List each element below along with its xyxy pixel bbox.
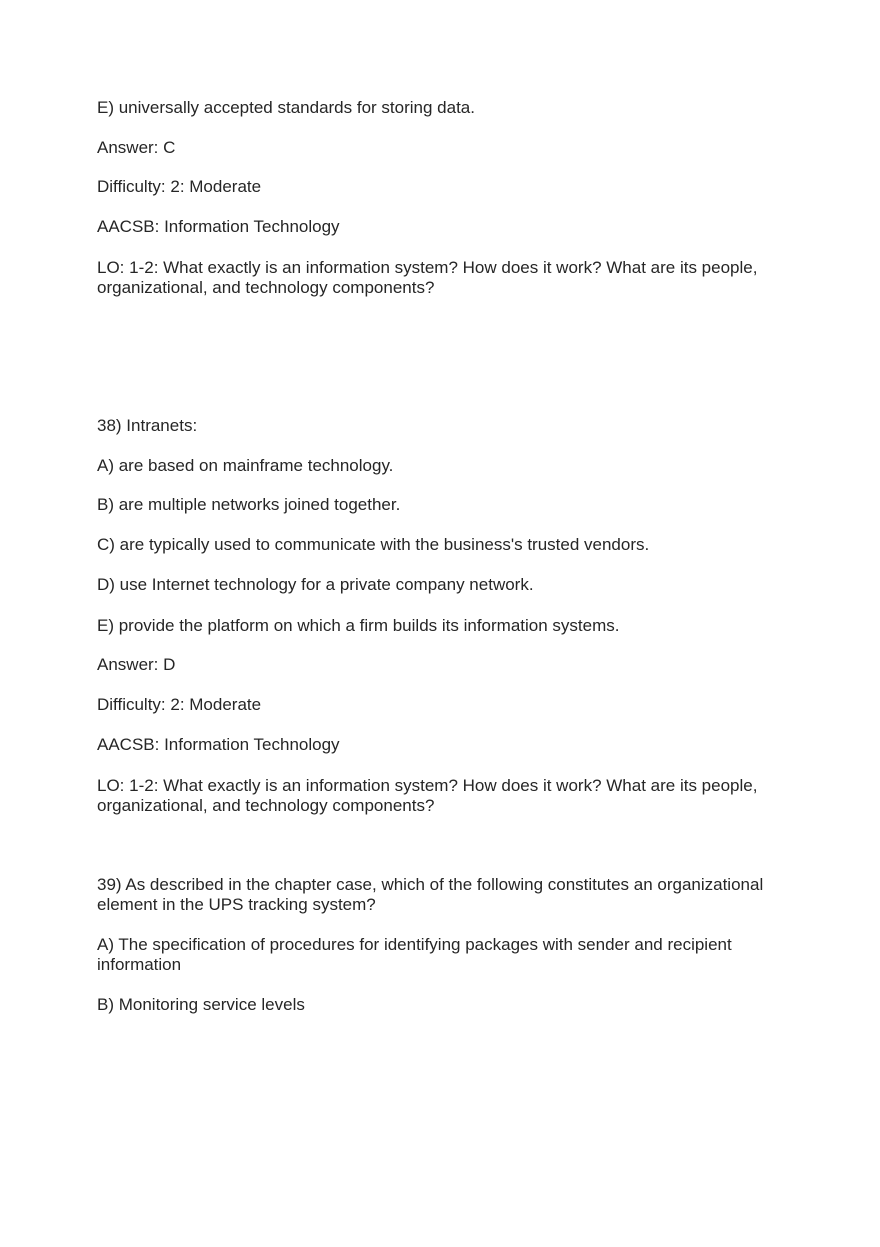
q37-answer: Answer: C [97,138,176,157]
q38-aacsb: AACSB: Information Technology [97,735,340,754]
q38-option-a: A) are based on mainframe technology. [97,456,394,475]
q39-option-b: B) Monitoring service levels [97,995,305,1014]
q39-option-a: A) The specification of procedures for identifying packages with sender and recipient information [97,935,732,974]
q38-answer: Answer: D [97,655,176,674]
q38-option-e: E) provide the platform on which a firm builds its information systems. [97,616,620,635]
q38-learning-objective: LO: 1-2: What exactly is an information system? How does it work? What are its people, organizational, and technology components? [97,776,758,815]
q38-option-b: B) are multiple networks joined together. [97,495,401,514]
q37-aacsb: AACSB: Information Technology [97,217,340,236]
q38-question: 38) Intranets: [97,416,198,435]
q37-learning-objective: LO: 1-2: What exactly is an information system? How does it work? What are its people, organizational, and technology components? [97,258,758,297]
q38-difficulty: Difficulty: 2: Moderate [97,695,262,714]
q39-question: 39) As described in the chapter case, which of the following constitutes an organizational element in the UPS tracking system? [97,875,764,914]
q38-option-c: C) are typically used to communicate with the business's trusted vendors. [97,535,650,554]
q37-difficulty: Difficulty: 2: Moderate [97,177,262,196]
q38-option-d: D) use Internet technology for a private company network. [97,575,534,594]
q37-option-e: E) universally accepted standards for storing data. [97,98,475,117]
